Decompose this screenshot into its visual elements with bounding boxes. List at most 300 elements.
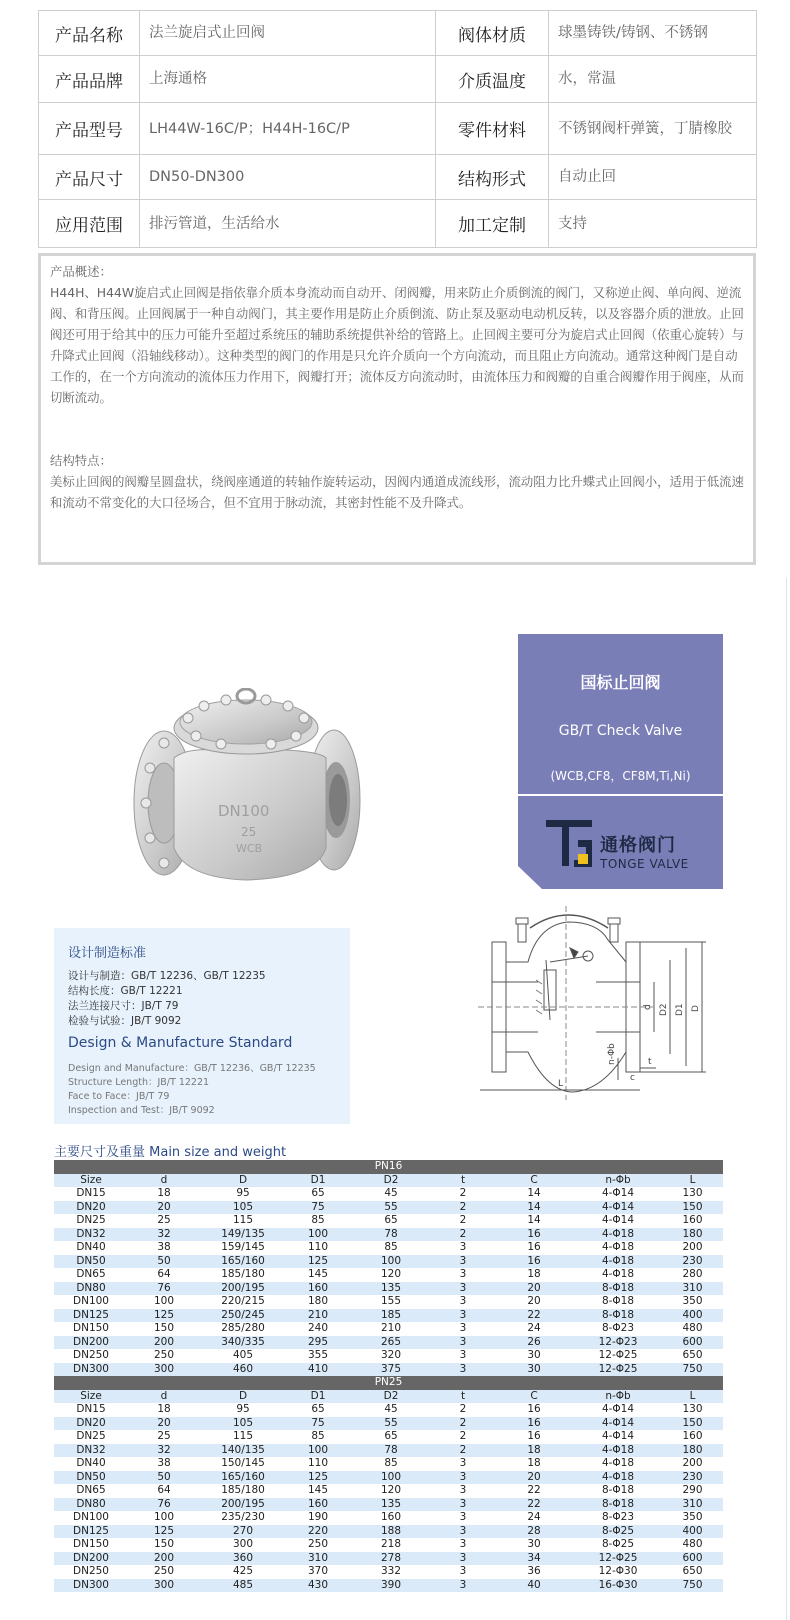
- table-cell: 50: [128, 1471, 200, 1485]
- standard-line-cn: 法兰连接尺寸：JB/T 79: [68, 1000, 179, 1012]
- table-cell: 200/195: [200, 1498, 286, 1512]
- spec-label: 产品型号: [39, 103, 140, 155]
- table-cell: 95: [200, 1187, 286, 1201]
- table-cell: 2: [432, 1201, 494, 1215]
- spec-value: 球墨铸铁/铸钢、不锈钢: [549, 11, 757, 56]
- table-cell: 149/135: [200, 1228, 286, 1242]
- standards-title-cn: 设计制造标准: [68, 946, 147, 961]
- table-cell: 3: [432, 1268, 494, 1282]
- table-cell: 25: [128, 1214, 200, 1228]
- table-row: [54, 1525, 723, 1539]
- column-header: D: [200, 1174, 286, 1188]
- table-cell: 350: [662, 1295, 723, 1309]
- table-cell: 65: [286, 1403, 350, 1417]
- table-cell: DN20: [54, 1417, 128, 1431]
- table-cell: 2: [432, 1214, 494, 1228]
- table-cell: 350: [662, 1511, 723, 1525]
- table-cell: 120: [350, 1268, 432, 1282]
- table-cell: 32: [128, 1228, 200, 1242]
- table-cell: DN50: [54, 1471, 128, 1485]
- table-cell: 3: [432, 1241, 494, 1255]
- table-cell: 360: [200, 1552, 286, 1566]
- table-cell: 3: [432, 1282, 494, 1296]
- table-cell: 65: [350, 1430, 432, 1444]
- table-cell: 4-Φ14: [574, 1430, 662, 1444]
- table-cell: 160: [662, 1214, 723, 1228]
- table-cell: 160: [286, 1498, 350, 1512]
- spec-label: 应用范围: [39, 200, 140, 248]
- table-cell: 135: [350, 1498, 432, 1512]
- table-cell: 300: [128, 1363, 200, 1377]
- spec-value: 自动止回: [549, 155, 757, 200]
- table-cell: 16: [494, 1403, 574, 1417]
- standards-title-en: Design & Manufacture Standard: [68, 1035, 293, 1051]
- table-cell: 26: [494, 1336, 574, 1350]
- table-cell: 600: [662, 1336, 723, 1350]
- table-cell: 115: [200, 1214, 286, 1228]
- table-cell: 12-Φ25: [574, 1349, 662, 1363]
- table-cell: 145: [286, 1268, 350, 1282]
- table-cell: DN32: [54, 1228, 128, 1242]
- column-header: n-Φb: [574, 1174, 662, 1188]
- table-cell: DN300: [54, 1579, 128, 1593]
- table-row: [54, 1579, 723, 1593]
- table-cell: DN65: [54, 1268, 128, 1282]
- table-cell: 16: [494, 1255, 574, 1269]
- table-cell: 4-Φ18: [574, 1457, 662, 1471]
- column-header: d: [128, 1174, 200, 1188]
- structure-title: 结构特点：: [50, 453, 112, 468]
- spec-row: [39, 155, 757, 200]
- table-cell: DN15: [54, 1187, 128, 1201]
- table-cell: 188: [350, 1525, 432, 1539]
- table-cell: DN50: [54, 1255, 128, 1269]
- spec-value: 水，常温: [549, 56, 757, 103]
- brand-name-en: TONGE VALVE: [600, 857, 689, 871]
- table-cell: 3: [432, 1552, 494, 1566]
- table-cell: 16: [494, 1430, 574, 1444]
- dim-label-d: d: [643, 1004, 653, 1010]
- table-cell: 3: [432, 1525, 494, 1539]
- table-cell: 8-Φ18: [574, 1295, 662, 1309]
- table-cell: 100: [350, 1255, 432, 1269]
- table-cell: 190: [286, 1511, 350, 1525]
- table-cell: 180: [662, 1444, 723, 1458]
- table-cell: 150: [128, 1538, 200, 1552]
- table-cell: 4-Φ14: [574, 1403, 662, 1417]
- valve-photo: [126, 688, 366, 898]
- pressure-class-row: [54, 1376, 723, 1390]
- table-cell: DN40: [54, 1241, 128, 1255]
- overview-title: 产品概述：: [50, 264, 112, 279]
- table-cell: 150: [662, 1417, 723, 1431]
- table-cell: 20: [128, 1201, 200, 1215]
- table-row: [54, 1282, 723, 1296]
- table-cell: 65: [350, 1214, 432, 1228]
- table-cell: 8-Φ18: [574, 1309, 662, 1323]
- table-cell: 2: [432, 1403, 494, 1417]
- table-row: [54, 1214, 723, 1228]
- table-cell: 12-Φ23: [574, 1336, 662, 1350]
- spec-value: 支持: [549, 200, 757, 248]
- table-cell: 55: [350, 1417, 432, 1431]
- column-header: d: [128, 1390, 200, 1404]
- table-row: [54, 1511, 723, 1525]
- table-cell: 180: [662, 1228, 723, 1242]
- table-cell: 160: [286, 1282, 350, 1296]
- spec-label: 结构形式: [436, 155, 549, 200]
- table-row: [54, 1255, 723, 1269]
- table-cell: DN65: [54, 1484, 128, 1498]
- standard-line-en: Face to Face：JB/T 79: [68, 1091, 170, 1102]
- table-cell: 3: [432, 1498, 494, 1512]
- table-cell: 3: [432, 1295, 494, 1309]
- table-cell: 115: [200, 1430, 286, 1444]
- table-cell: 30: [494, 1538, 574, 1552]
- column-header: D1: [286, 1390, 350, 1404]
- table-cell: 320: [350, 1349, 432, 1363]
- table-cell: 18: [494, 1268, 574, 1282]
- table-cell: 165/160: [200, 1471, 286, 1485]
- table-cell: 20: [494, 1282, 574, 1296]
- table-cell: 8-Φ25: [574, 1538, 662, 1552]
- table-cell: DN250: [54, 1565, 128, 1579]
- table-cell: 24: [494, 1511, 574, 1525]
- table-cell: DN125: [54, 1309, 128, 1323]
- valve-body-mark: DN100: [218, 802, 270, 820]
- table-cell: DN150: [54, 1538, 128, 1552]
- spec-row: [39, 103, 757, 155]
- table-cell: 135: [350, 1282, 432, 1296]
- table-cell: 2: [432, 1417, 494, 1431]
- table-cell: 3: [432, 1349, 494, 1363]
- panel-divider: [518, 794, 723, 796]
- table-cell: DN25: [54, 1430, 128, 1444]
- table-cell: DN300: [54, 1363, 128, 1377]
- table-cell: DN32: [54, 1444, 128, 1458]
- product-panel: [518, 634, 723, 889]
- table-cell: 145: [286, 1484, 350, 1498]
- table-cell: 76: [128, 1282, 200, 1296]
- table-cell: DN20: [54, 1201, 128, 1215]
- spec-row: [39, 200, 757, 248]
- table-cell: DN125: [54, 1525, 128, 1539]
- table-cell: 290: [662, 1484, 723, 1498]
- table-cell: 3: [432, 1511, 494, 1525]
- table-row: [54, 1309, 723, 1323]
- table-row: [54, 1187, 723, 1201]
- table-cell: 230: [662, 1255, 723, 1269]
- table-cell: 155: [350, 1295, 432, 1309]
- table-cell: 100: [286, 1444, 350, 1458]
- table-cell: 78: [350, 1228, 432, 1242]
- table-cell: 200: [128, 1552, 200, 1566]
- table-cell: 480: [662, 1538, 723, 1552]
- table-cell: 185: [350, 1309, 432, 1323]
- table-cell: 4-Φ18: [574, 1444, 662, 1458]
- table-cell: 3: [432, 1579, 494, 1593]
- column-header: t: [432, 1390, 494, 1404]
- table-cell: 650: [662, 1565, 723, 1579]
- table-row: [54, 1241, 723, 1255]
- table-row: [54, 1322, 723, 1336]
- table-cell: 2: [432, 1430, 494, 1444]
- table-cell: 8-Φ23: [574, 1322, 662, 1336]
- table-row: [54, 1201, 723, 1215]
- table-cell: 230: [662, 1471, 723, 1485]
- table-cell: 100: [128, 1511, 200, 1525]
- table-cell: 18: [494, 1457, 574, 1471]
- table-cell: 4-Φ14: [574, 1201, 662, 1215]
- table-row: [54, 1565, 723, 1579]
- panel-title-cn: 国标止回阀: [580, 673, 661, 692]
- table-cell: 200/195: [200, 1282, 286, 1296]
- table-cell: DN100: [54, 1511, 128, 1525]
- table-cell: 140/135: [200, 1444, 286, 1458]
- table-cell: 3: [432, 1457, 494, 1471]
- table-cell: 20: [494, 1471, 574, 1485]
- table-cell: 218: [350, 1538, 432, 1552]
- table-cell: 85: [286, 1214, 350, 1228]
- table-cell: 4-Φ14: [574, 1214, 662, 1228]
- table-row: [54, 1295, 723, 1309]
- column-header: t: [432, 1174, 494, 1188]
- table-cell: 332: [350, 1565, 432, 1579]
- pressure-class-label: PN25: [54, 1376, 723, 1390]
- table-cell: 64: [128, 1484, 200, 1498]
- table-row: [54, 1403, 723, 1417]
- panel-corner-notch: [518, 866, 542, 889]
- table-cell: 8-Φ18: [574, 1498, 662, 1512]
- table-cell: 2: [432, 1187, 494, 1201]
- table-cell: 125: [128, 1525, 200, 1539]
- table-cell: 30: [494, 1349, 574, 1363]
- table-cell: 38: [128, 1457, 200, 1471]
- table-cell: 125: [128, 1309, 200, 1323]
- table-cell: 310: [286, 1552, 350, 1566]
- table-cell: 4-Φ18: [574, 1241, 662, 1255]
- table-cell: 159/145: [200, 1241, 286, 1255]
- table-cell: 310: [662, 1498, 723, 1512]
- table-cell: 250: [286, 1538, 350, 1552]
- table-cell: 750: [662, 1363, 723, 1377]
- table-cell: 105: [200, 1417, 286, 1431]
- table-cell: 4-Φ18: [574, 1228, 662, 1242]
- table-cell: 405: [200, 1349, 286, 1363]
- table-row: [54, 1228, 723, 1242]
- table-cell: 150: [128, 1322, 200, 1336]
- table-cell: 110: [286, 1457, 350, 1471]
- overview-text: H44H、H44W旋启式止回阀是指依靠介质本身流动而自动开、闭阀瓣，用来防止介质倒流的阀门，又称逆止阀、单向阀、逆流阀、和背压阀。止回阀属于一种自动阀门，其主要作用是防止介质倒流、防止泵及驱动电动机反转，以及容器介质的泄放。止回阀还可用于给其中的压力可能升至超过系统压的辅助系统提供补给的管路上。止回阀主要可分为旋启式止回阀（依重心旋转）与升降式止回阀（沿轴线移动）。这种类型的阀门的作用是只允许介质向一个方向流动，而且阻止方向流动。通常这种阀门是自动工作的，在一个方向流动的流体压力作用下，阀瓣打开；流体反方向流动时，由流体压力和阀瓣的自重合阀瓣作用于阀座，从而切断流动。: [50, 285, 744, 405]
- table-cell: 18: [128, 1187, 200, 1201]
- standard-line-cn: 设计与制造：GB/T 12236、GB/T 12235: [68, 970, 266, 982]
- main-size-title: 主要尺寸及重量 Main size and weight: [54, 1145, 287, 1160]
- table-cell: 38: [128, 1241, 200, 1255]
- spec-label: 阀体材质: [436, 11, 549, 56]
- table-row: [54, 1417, 723, 1431]
- table-cell: 3: [432, 1255, 494, 1269]
- table-cell: 295: [286, 1336, 350, 1350]
- table-cell: 370: [286, 1565, 350, 1579]
- table-cell: 3: [432, 1336, 494, 1350]
- table-cell: 300: [200, 1538, 286, 1552]
- table-cell: 310: [662, 1282, 723, 1296]
- table-cell: 4-Φ18: [574, 1255, 662, 1269]
- pressure-class-label: PN16: [54, 1160, 723, 1174]
- table-cell: 22: [494, 1484, 574, 1498]
- table-cell: 185/180: [200, 1268, 286, 1282]
- valve-rating-mark: 25: [241, 825, 257, 839]
- table-cell: 16: [494, 1228, 574, 1242]
- table-row: [54, 1552, 723, 1566]
- column-header: L: [662, 1390, 723, 1404]
- table-row: [54, 1484, 723, 1498]
- table-cell: 2: [432, 1444, 494, 1458]
- table-cell: 250/245: [200, 1309, 286, 1323]
- dim-label-nb: n-Φb: [607, 1043, 617, 1065]
- table-cell: 14: [494, 1214, 574, 1228]
- table-cell: DN80: [54, 1282, 128, 1296]
- table-cell: 120: [350, 1484, 432, 1498]
- table-cell: 16: [494, 1417, 574, 1431]
- table-cell: 55: [350, 1201, 432, 1215]
- dim-label-L: L: [558, 1079, 564, 1089]
- table-cell: 22: [494, 1498, 574, 1512]
- pressure-class-row: [54, 1160, 723, 1174]
- table-cell: 125: [286, 1471, 350, 1485]
- table-row: [54, 1336, 723, 1350]
- table-cell: 30: [494, 1363, 574, 1377]
- dim-label-t: t: [648, 1057, 652, 1067]
- description-box: [38, 253, 756, 565]
- table-cell: 460: [200, 1363, 286, 1377]
- table-cell: 3: [432, 1538, 494, 1552]
- spec-value: 不锈钢阀杆弹簧，丁腈橡胶: [549, 103, 757, 155]
- table-cell: DN200: [54, 1336, 128, 1350]
- table-cell: 4-Φ18: [574, 1471, 662, 1485]
- spec-label: 产品名称: [39, 11, 140, 56]
- table-cell: 130: [662, 1403, 723, 1417]
- table-cell: 85: [350, 1241, 432, 1255]
- standard-line-en: Design and Manufacture：GB/T 12236、GB/T 12235: [68, 1063, 316, 1074]
- column-header: D: [200, 1390, 286, 1404]
- table-cell: 375: [350, 1363, 432, 1377]
- table-header-row: [54, 1390, 723, 1404]
- table-row: [54, 1268, 723, 1282]
- table-cell: DN25: [54, 1214, 128, 1228]
- column-header: D2: [350, 1390, 432, 1404]
- table-cell: 125: [286, 1255, 350, 1269]
- dim-label-c: c: [630, 1073, 635, 1083]
- table-cell: 8-Φ23: [574, 1511, 662, 1525]
- valve-material-mark: WCB: [236, 842, 263, 855]
- table-cell: 480: [662, 1322, 723, 1336]
- standards-box: [54, 928, 350, 1124]
- table-cell: 185/180: [200, 1484, 286, 1498]
- table-cell: 165/160: [200, 1255, 286, 1269]
- table-cell: 78: [350, 1444, 432, 1458]
- spec-row: [39, 11, 757, 56]
- table-cell: 16-Φ30: [574, 1579, 662, 1593]
- table-cell: 2: [432, 1228, 494, 1242]
- table-cell: DN200: [54, 1552, 128, 1566]
- table-cell: DN15: [54, 1403, 128, 1417]
- spec-value: LH44W-16C/P；H44H-16C/P: [140, 103, 436, 155]
- table-cell: 8-Φ18: [574, 1282, 662, 1296]
- table-cell: DN150: [54, 1322, 128, 1336]
- standard-line-en: Inspection and Test：JB/T 9092: [68, 1105, 215, 1116]
- table-row: [54, 1444, 723, 1458]
- table-row: [54, 1498, 723, 1512]
- table-cell: 100: [128, 1295, 200, 1309]
- table-cell: 250: [128, 1349, 200, 1363]
- table-row: [54, 1471, 723, 1485]
- table-cell: 150: [662, 1201, 723, 1215]
- table-cell: 110: [286, 1241, 350, 1255]
- table-cell: 220: [286, 1525, 350, 1539]
- panel-materials: (WCB,CF8，CF8M,Ti,Ni): [550, 769, 691, 783]
- pn16-table: [54, 1160, 723, 1376]
- dim-label-D: D: [691, 1005, 701, 1012]
- table-cell: 340/335: [200, 1336, 286, 1350]
- table-cell: 270: [200, 1525, 286, 1539]
- spec-value: 上海通格: [140, 56, 436, 103]
- table-row: [54, 1363, 723, 1377]
- table-cell: 20: [494, 1295, 574, 1309]
- spec-label: 零件材料: [436, 103, 549, 155]
- column-header: Size: [54, 1390, 128, 1404]
- table-cell: 3: [432, 1322, 494, 1336]
- table-cell: 105: [200, 1201, 286, 1215]
- spec-value: DN50-DN300: [140, 155, 436, 200]
- dim-label-d2: D2: [659, 1003, 669, 1016]
- spec-label: 产品品牌: [39, 56, 140, 103]
- column-header: C: [494, 1174, 574, 1188]
- table-cell: 3: [432, 1484, 494, 1498]
- spec-row: [39, 56, 757, 103]
- page-edge-line: [786, 578, 787, 1620]
- table-cell: 240: [286, 1322, 350, 1336]
- table-cell: 22: [494, 1309, 574, 1323]
- table-cell: 3: [432, 1471, 494, 1485]
- table-cell: 16: [494, 1241, 574, 1255]
- table-cell: 25: [128, 1430, 200, 1444]
- table-cell: 12-Φ25: [574, 1552, 662, 1566]
- table-cell: 8-Φ18: [574, 1484, 662, 1498]
- table-cell: 100: [350, 1471, 432, 1485]
- column-header: n-Φb: [574, 1390, 662, 1404]
- table-cell: 235/230: [200, 1511, 286, 1525]
- table-cell: DN40: [54, 1457, 128, 1471]
- structure-text: 美标止回阀的阀瓣呈圆盘状，绕阀座通道的转轴作旋转运动，因阀内通道成流线形，流动阻力比升蝶式止回阀小，适用于低流速和流动不常变化的大口径场合，但不宜用于脉动流，其密封性能不及升降式。: [50, 474, 744, 510]
- table-cell: 95: [200, 1403, 286, 1417]
- spec-label: 加工定制: [436, 200, 549, 248]
- column-header: Size: [54, 1174, 128, 1188]
- table-cell: 425: [200, 1565, 286, 1579]
- table-cell: 12-Φ30: [574, 1565, 662, 1579]
- panel-title-en: GB/T Check Valve: [558, 723, 683, 739]
- table-cell: 130: [662, 1187, 723, 1201]
- table-cell: 180: [286, 1295, 350, 1309]
- table-cell: DN250: [54, 1349, 128, 1363]
- table-cell: 14: [494, 1187, 574, 1201]
- table-cell: 76: [128, 1498, 200, 1512]
- table-cell: 14: [494, 1201, 574, 1215]
- spec-label: 介质温度: [436, 56, 549, 103]
- table-cell: 32: [128, 1444, 200, 1458]
- table-cell: 200: [128, 1336, 200, 1350]
- table-cell: 20: [128, 1417, 200, 1431]
